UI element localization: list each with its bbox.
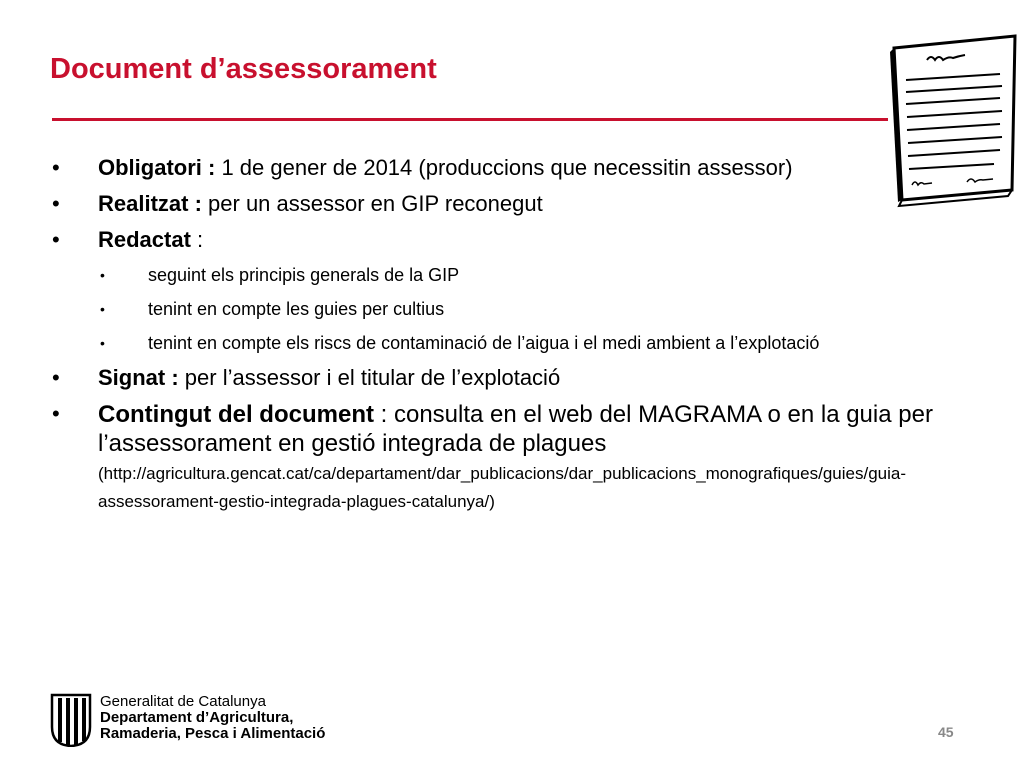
bullet-realitzat (50, 190, 980, 218)
guide-url[interactable]: (http://agricultura.gencat.cat/ca/departament/dar_publicacions/dar_publicacions_monografiques/guies/guia-assessorament-gestio-integrada-plagues-catalunya/) (98, 464, 906, 511)
title-underline (52, 118, 888, 121)
bullet-marker: • (52, 191, 60, 216)
sub-bullet-text: seguint els principis generals de la GIP (148, 265, 460, 285)
bullet-signat-text: per l’assessor i el titular de l’explotació (178, 365, 561, 390)
footer-institution (100, 694, 325, 742)
sub-bullet-marker: • (100, 335, 105, 351)
bullet-realitzat-text: per un assessor en GIP reconegut (201, 191, 543, 216)
bullet-marker: • (52, 227, 60, 252)
bullet-list (50, 154, 980, 522)
sub-bullet-marker: • (100, 301, 105, 317)
bullet-redactat-label: Redactat (98, 227, 191, 252)
bullet-marker: • (52, 155, 60, 180)
page-number: 45 (938, 724, 954, 740)
bullet-signat-label: Signat : (98, 365, 179, 390)
bullet-signat (50, 364, 980, 392)
bullet-marker: • (52, 401, 60, 426)
bullet-redactat (50, 226, 980, 254)
sub-bullet-guies (50, 296, 980, 322)
bullet-obligatori (50, 154, 980, 182)
footer-line-department: Departament d’Agricultura, (100, 709, 294, 726)
bullet-contingut-label: Contingut del document (98, 401, 374, 428)
sub-bullet-riscs (50, 330, 980, 356)
footer-line-department-2: Ramaderia, Pesca i Alimentació (100, 725, 326, 742)
sub-bullet-text: tenint en compte els riscs de contaminació de l’aigua i el medi ambient a l’explotació (148, 333, 820, 353)
bullet-obligatori-label: Obligatori : (98, 155, 216, 180)
sub-bullet-marker: • (100, 267, 105, 283)
sub-bullet-text: tenint en compte les guies per cultius (148, 299, 445, 319)
slide-title: Document d’assessorament (50, 53, 437, 85)
sub-bullet-gip (50, 262, 980, 288)
bullet-realitzat-label: Realitzat : (98, 191, 202, 216)
bullet-redactat-text: : (190, 227, 204, 252)
generalitat-logo-icon (50, 693, 92, 747)
bullet-contingut-text: : consulta en el web del MAGRAMA o en la guia per l’assessorament en gestió integrada de plagues (98, 401, 933, 457)
footer-line-generalitat: Generalitat de Catalunya (100, 693, 266, 710)
bullet-marker: • (52, 365, 60, 390)
bullet-contingut (50, 400, 980, 514)
bullet-obligatori-text: 1 de gener de 2014 (produccions que necessitin assessor) (215, 155, 793, 180)
